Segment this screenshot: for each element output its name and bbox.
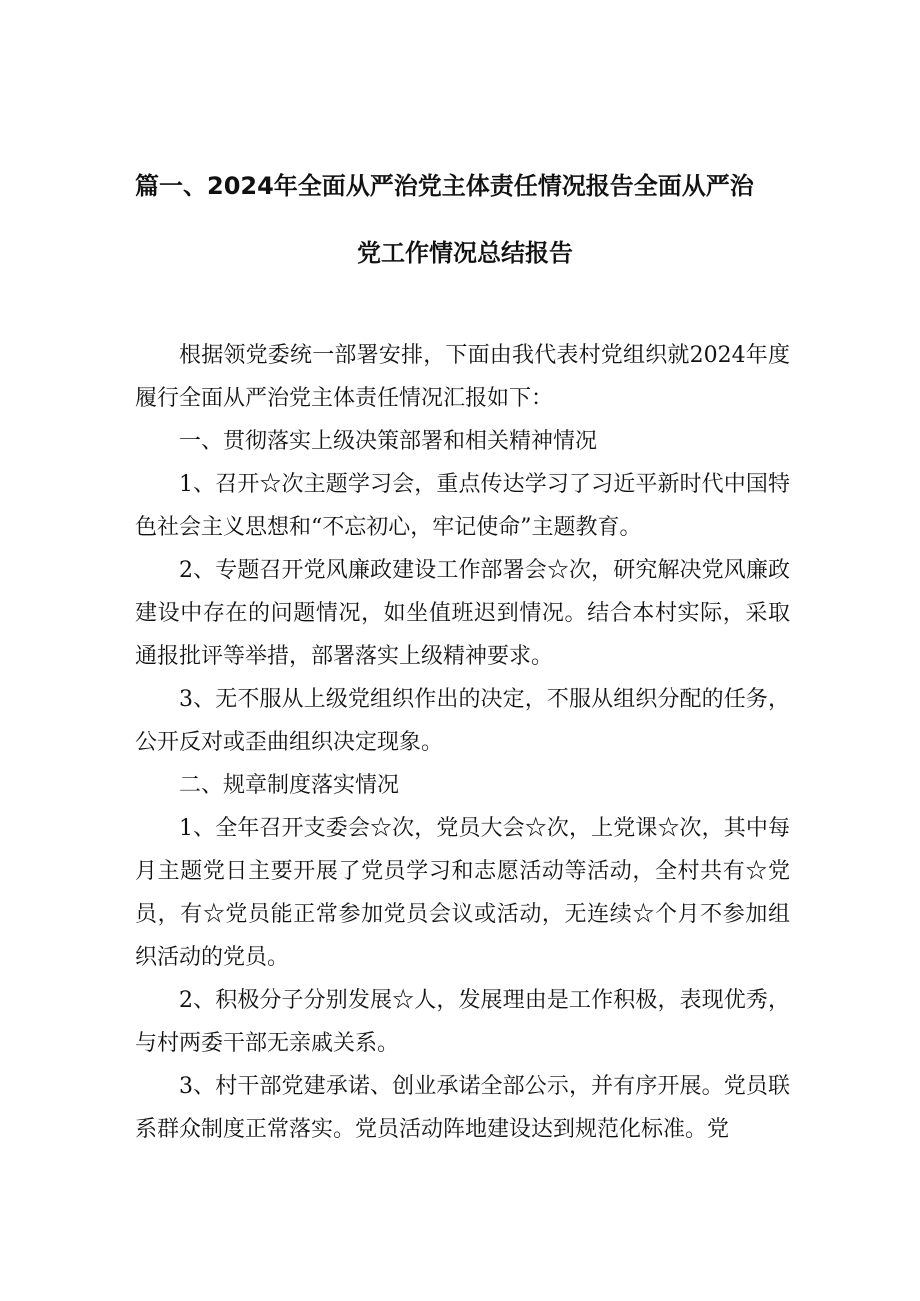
intro-paragraph: 根据领党委统一部署安排，下面由我代表村党组织就2024年度履行全面从严治党主体责任情况汇报如下： xyxy=(135,343,790,411)
section-1-item-3: 3、无不服从上级党组织作出的决定，不服从组织分配的任务，公开反对或歪曲组织决定现象。 xyxy=(135,687,790,755)
section-1-item-1: 1、召开☆次主题学习会，重点传达学习了习近平新时代中国特色社会主义思想和“不忘初心，牢记使命”主题教育。 xyxy=(135,472,790,540)
section-2-item-2: 2、积极分子分别发展☆人，发展理由是工作积极，表现优秀，与村两委干部无亲戚关系。 xyxy=(135,988,790,1056)
section-2-heading: 二、规章制度落实情况 xyxy=(179,773,400,798)
section-1-item-2: 2、专题召开党风廉政建设工作部署会☆次，研究解决党风廉政建设中存在的问题情况，如坐值班迟到情况。结合本村实际，采取通报批评等举措，部署落实上级精神要求。 xyxy=(135,558,790,669)
section-2-item-1: 1、全年召开支委会☆次，党员大会☆次，上党课☆次，其中每月主题党日主要开展了党员学习和志愿活动等活动，全村共有☆党员，有☆党员能正常参加党员会议或活动，无连续☆个月不参加组织活动的党员。 xyxy=(135,816,790,970)
document-body xyxy=(135,334,790,1151)
section-2-item-3: 3、村干部党建承诺、创业承诺全部公示，并有序开展。党员联系群众制度正常落实。党员活动阵地建设达到规范化标准。党 xyxy=(135,1074,790,1142)
document-title-line-2: 党工作情况总结报告 xyxy=(357,239,573,267)
section-1-heading: 一、贯彻落实上级决策部署和相关精神情况 xyxy=(179,429,598,454)
document-title-line-1: 篇一、2024年全面从严治党主体责任情况报告全面从严治 xyxy=(135,172,754,200)
